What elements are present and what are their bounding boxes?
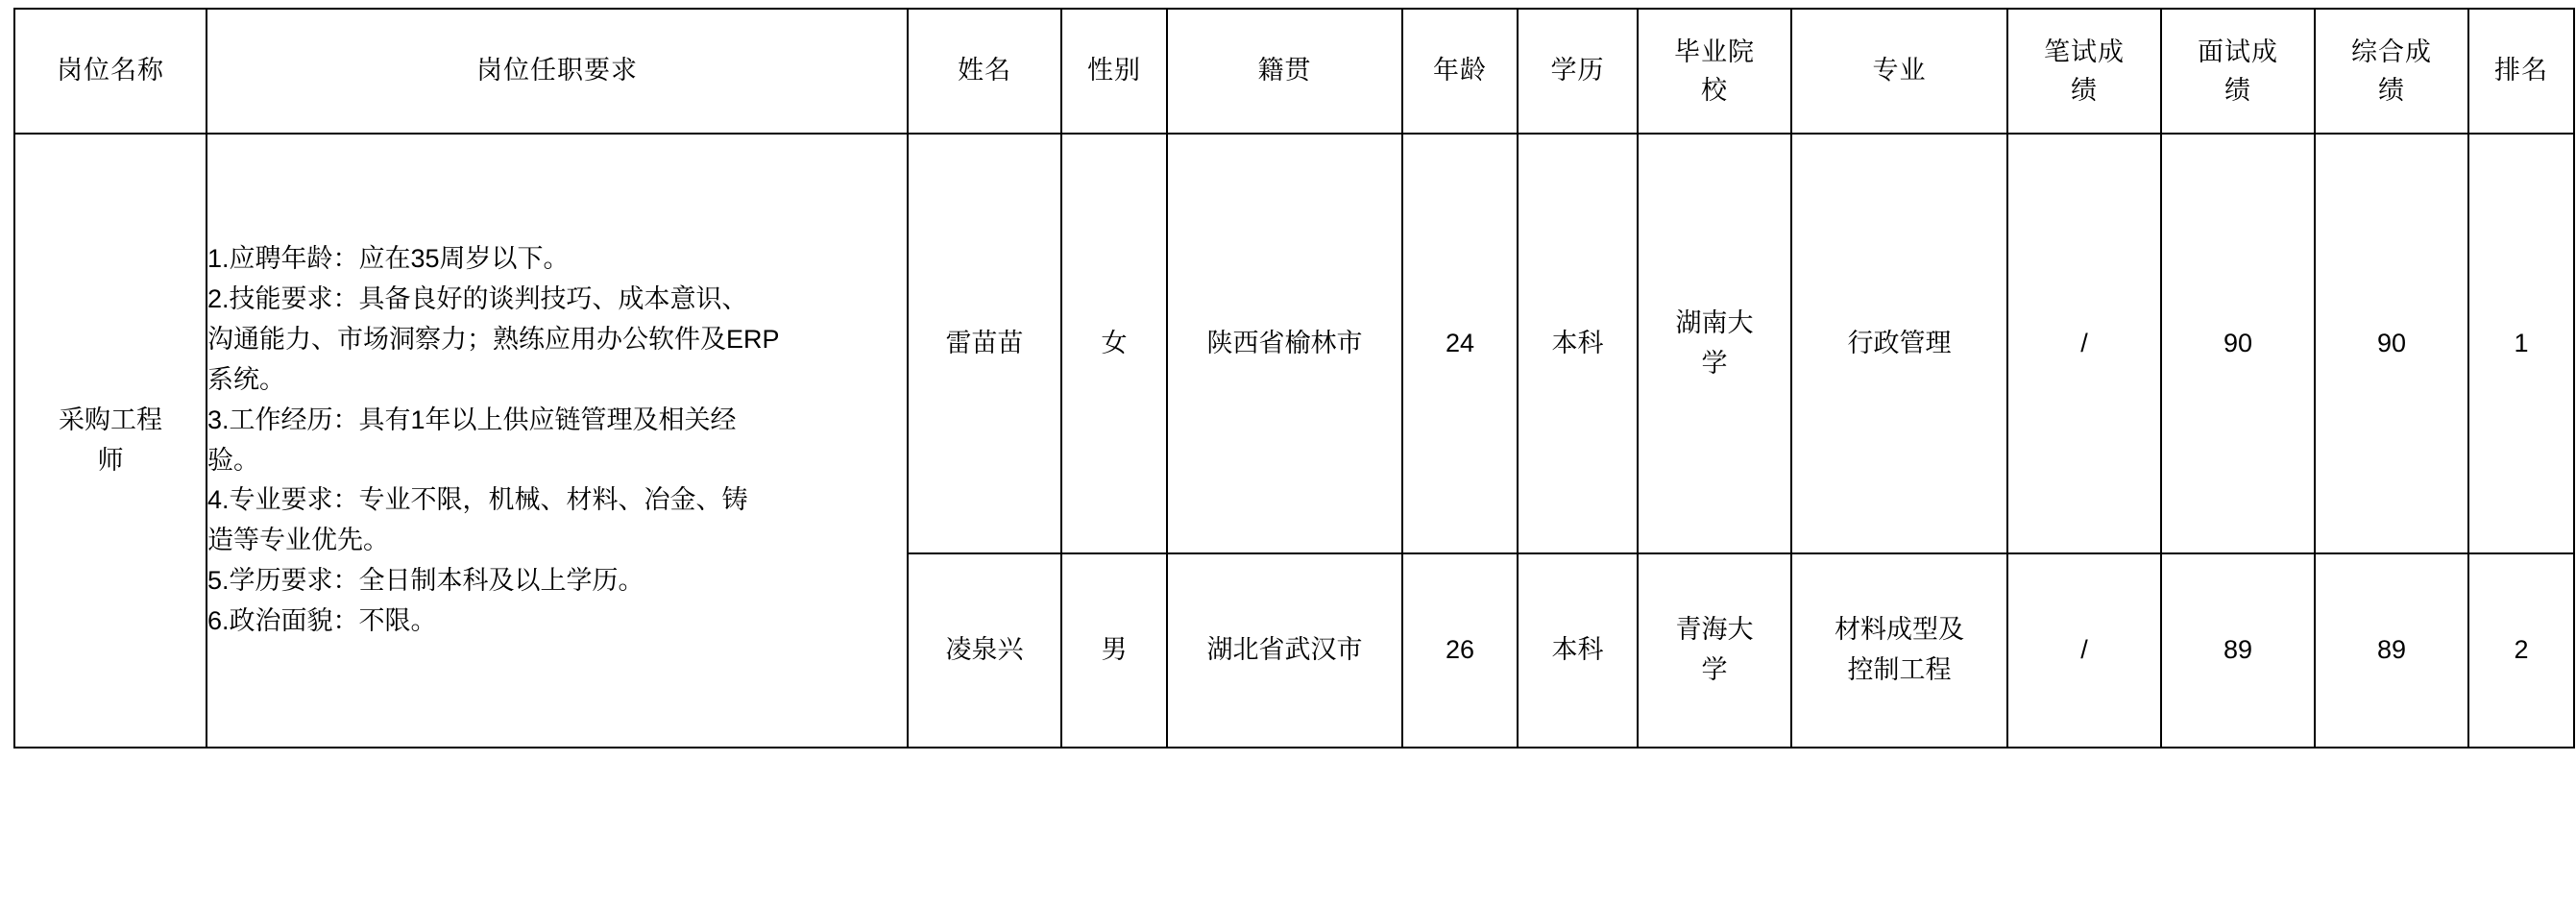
column-header-written-score [2007,9,2161,134]
recruitment-results-table [13,8,2575,748]
candidate-school-line1: 湖南大 [1675,307,1754,337]
column-header-written-score-label-line1: 笔试成 [2044,37,2125,66]
candidate-education: 本科 [1518,553,1638,748]
column-header-interview-score-label-line2: 绩 [2224,76,2251,105]
column-header-education [1518,9,1638,134]
requirement-line: 5.学历要求：全日制本科及以上学历。 [207,566,644,596]
column-header-education-label: 学历 [1550,56,1605,86]
column-header-gender-label: 性别 [1087,56,1141,86]
requirement-line: 6.政治面貌：不限。 [207,605,437,635]
column-header-rank [2468,9,2574,134]
requirement-line: 验。 [207,445,259,475]
column-header-interview-score-label-line1: 面试成 [2198,37,2278,66]
column-header-school-label-line2: 校 [1701,76,1728,105]
column-header-name-label: 姓名 [958,56,1011,86]
column-header-requirements-label: 岗位任职要求 [476,56,638,86]
post-name-cell [14,134,207,748]
table-row [14,134,2574,553]
requirement-line: 4.专业要求：专业不限，机械、材料、冶金、铸 [207,485,748,515]
candidate-major-line2: 控制工程 [1847,655,1952,684]
column-header-major [1791,9,2007,134]
candidate-education: 本科 [1518,134,1638,553]
candidate-rank: 2 [2468,553,2574,748]
requirement-line: 2.技能要求：具备良好的谈判技巧、成本意识、 [207,284,748,314]
candidate-rank: 1 [2468,134,2574,553]
candidate-interview-score: 90 [2161,134,2315,553]
candidate-origin: 陕西省榆林市 [1167,134,1402,553]
column-header-origin [1167,9,1402,134]
column-header-origin-label: 籍贯 [1257,56,1312,86]
candidate-major-line1: 行政管理 [1847,328,1952,357]
requirement-line: 沟通能力、市场洞察力；熟练应用办公软件及ERP [207,324,780,354]
candidate-written-score: / [2007,553,2161,748]
column-header-post-label: 岗位名称 [57,56,164,86]
column-header-gender [1061,9,1167,134]
column-header-overall-score [2315,9,2468,134]
column-header-rank-label: 排名 [2494,56,2548,86]
requirement-line: 造等专业优先。 [207,526,389,555]
candidate-school [1638,553,1791,748]
candidate-name: 凌泉兴 [908,553,1061,748]
candidate-interview-score: 89 [2161,553,2315,748]
candidate-gender: 男 [1061,553,1167,748]
column-header-age-label: 年龄 [1433,56,1487,86]
candidate-school [1638,134,1791,553]
candidate-school-line2: 学 [1701,655,1728,684]
candidate-major-line1: 材料成型及 [1835,615,1964,645]
candidate-origin: 湖北省武汉市 [1167,553,1402,748]
post-name-line2: 师 [97,445,124,475]
candidate-name: 雷苗苗 [908,134,1061,553]
requirement-line: 1.应聘年龄：应在35周岁以下。 [207,244,570,274]
candidate-school-line1: 青海大 [1675,615,1754,645]
candidate-major [1791,553,2007,748]
candidate-age: 24 [1402,134,1518,553]
candidate-overall-score: 89 [2315,553,2468,748]
column-header-interview-score [2161,9,2315,134]
requirement-line: 系统。 [207,364,285,394]
column-header-major-label: 专业 [1872,56,1927,86]
candidate-written-score: / [2007,134,2161,553]
column-header-name [908,9,1061,134]
post-name-line1: 采购工程 [59,405,162,434]
candidate-gender: 女 [1061,134,1167,553]
candidate-age: 26 [1402,553,1518,748]
requirement-line: 3.工作经历：具有1年以上供应链管理及相关经 [207,405,737,434]
column-header-overall-score-label-line1: 综合成 [2351,37,2432,66]
document-sheet [0,8,2576,908]
column-header-overall-score-label-line2: 绩 [2378,76,2405,105]
column-header-age [1402,9,1518,134]
post-requirements-cell [207,134,908,748]
column-header-written-score-label-line2: 绩 [2071,76,2098,105]
candidate-school-line2: 学 [1701,348,1728,378]
column-header-requirements [207,9,908,134]
column-header-school [1638,9,1791,134]
candidate-major [1791,134,2007,553]
table-header-row [14,9,2574,134]
column-header-post [14,9,207,134]
candidate-overall-score: 90 [2315,134,2468,553]
column-header-school-label-line1: 毕业院 [1674,37,1755,66]
